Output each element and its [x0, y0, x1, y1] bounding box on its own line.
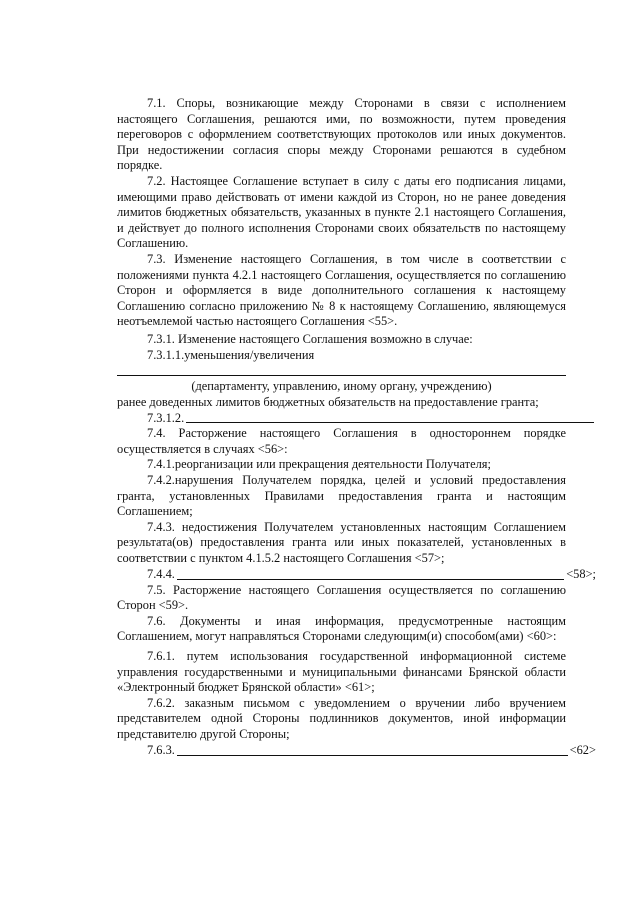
- clause-7-6: 7.6. Документы и иная информация, предусмотренные настоящим Соглашением, могут направляться Сторонами следующим(и) способом(ами) <60>:: [117, 613, 566, 644]
- clause-7-4-4-row: [117, 567, 596, 583]
- clause-7-4-4-ref: <58>;: [566, 567, 596, 582]
- clause-7-6-3-row: [117, 743, 596, 759]
- clause-7-4-2: 7.4.2.нарушения Получателем порядка, целей и условий предоставления гранта, установленных Правилами предоставления гранта и настоящим Соглашением;: [117, 473, 566, 519]
- clause-7-3-1-2: 7.3.1.2.: [147, 410, 185, 425]
- clause-7-3: 7.3. Изменение настоящего Соглашения, в том числе в соответствии с положениями пункта 4.2.1 настоящего Соглашения, осуществляется по соглашению Сторон и оформляется в виде дополнительного соглашения к настоящему Соглашению согласно приложению № 8 к настоящему Соглашению, являющемуся неотъемлемой частью настоящего Соглашения <55>.: [117, 251, 566, 329]
- clause-7-6-3-ref: <62>: [569, 742, 596, 757]
- caption-department: (департаменту, управлению, иному органу, учреждению): [191, 379, 492, 394]
- blank-line-7-3-1-2: [186, 410, 594, 423]
- blank-line-7-4-4: [177, 567, 564, 580]
- clause-7-5: 7.5. Расторжение настоящего Соглашения осуществляется по соглашению Сторон <59>.: [117, 582, 566, 613]
- clause-7-6-1: 7.6.1. путем использования государственной информационной системе управления государственными и муниципальными финансами Брянской области «Электронный бюджет Брянской области» <61>;: [117, 649, 566, 695]
- blank-line-department: [117, 363, 566, 376]
- clause-7-6-2: 7.6.2. заказным письмом с уведомлением о вручении либо вручением представителем одной Стороны подлинников документов, иной информации представителю другой Стороны;: [117, 695, 566, 741]
- clause-limits: ранее доведенных лимитов бюджетных обязательств на предоставление гранта;: [117, 394, 539, 409]
- clause-7-2: 7.2. Настоящее Соглашение вступает в силу с даты его подписания лицами, имеющими право действовать от имени каждой из Сторон, но не ранее доведения лимитов бюджетных обязательств, указанных в пункте 2.1 настоящего Соглашения, и действует до полного исполнения Сторонами своих обязательств по настоящему Соглашению.: [117, 173, 566, 251]
- clause-7-3-1-1: 7.3.1.1.уменьшения/увеличения: [147, 347, 315, 362]
- clause-7-4: 7.4. Расторжение настоящего Соглашения в одностороннем порядке осуществляется в случаях <56>:: [117, 426, 566, 456]
- clause-7-1: 7.1. Споры, возникающие между Сторонами в связи с исполнением настоящего Соглашения, решаются ими, по возможности, путем проведения переговоров с оформлением соответствующих протоколов или иных документов. При недостижении согласия споры между Сторонами решаются в судебном порядке.: [117, 96, 566, 173]
- document-body: [117, 96, 596, 759]
- clause-7-3-1: 7.3.1. Изменение настоящего Соглашения возможно в случае:: [147, 331, 473, 346]
- clause-7-4-3: 7.4.3. недостижения Получателем установленных настоящим Соглашением результата(ов) предоставления гранта или иных показателей, установленных в соответствии с пунктом 4.1.5.2 настоящего Соглашения <57>;: [117, 519, 566, 566]
- clause-7-4-1: 7.4.1.реорганизации или прекращения деятельности Получателя;: [147, 457, 491, 472]
- clause-7-4-4-label: 7.4.4.: [147, 567, 175, 582]
- blank-line-7-6-3: [177, 743, 568, 756]
- clause-7-6-3-label: 7.6.3.: [147, 742, 175, 757]
- clause-7-3-1-2-row: [117, 410, 596, 426]
